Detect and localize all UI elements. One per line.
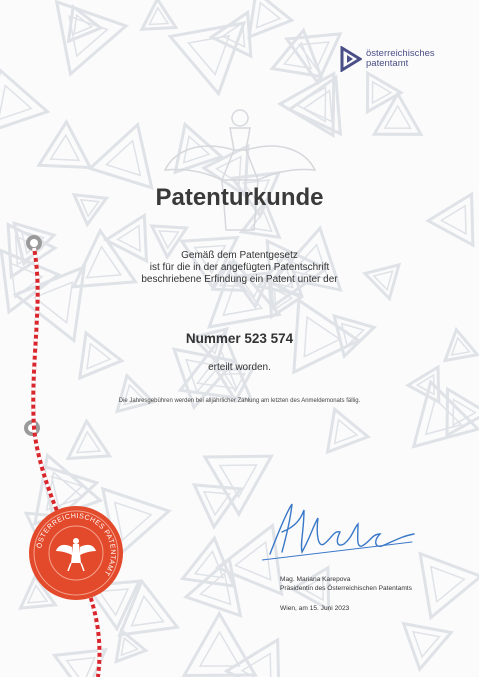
- intro-line: ist für die in der angefügten Patentschrift: [149, 262, 330, 273]
- signer-role: Präsidentin des Österreichischen Patentamts: [280, 584, 412, 592]
- official-seal: [26, 503, 126, 603]
- patent-number: Nummer 523 574: [185, 331, 294, 346]
- svg-text:ÖSTERREICHISCHES PATENTAMT: ÖSTERREICHISCHES PATENTAMT: [36, 512, 117, 577]
- page-title: Patenturkunde: [155, 184, 324, 211]
- logo-line-1: österreichisches: [366, 48, 435, 59]
- logo-line-2: patentamt: [366, 58, 409, 69]
- intro-line: Gemäß dem Patentgesetz: [181, 250, 298, 261]
- granted-text: erteilt worden.: [208, 362, 271, 373]
- signer-name: Mag. Mariana Karepova: [280, 576, 351, 583]
- date-line: Wien, am 15. Juni 2023: [280, 605, 350, 612]
- intro-line: beschriebene Erfindung ein Patent unter der: [141, 274, 338, 285]
- fee-note: Die Jahresgebühren werden bei alljährlicher Zahlung am letzten des Anmeldemonats fällig.: [118, 398, 361, 404]
